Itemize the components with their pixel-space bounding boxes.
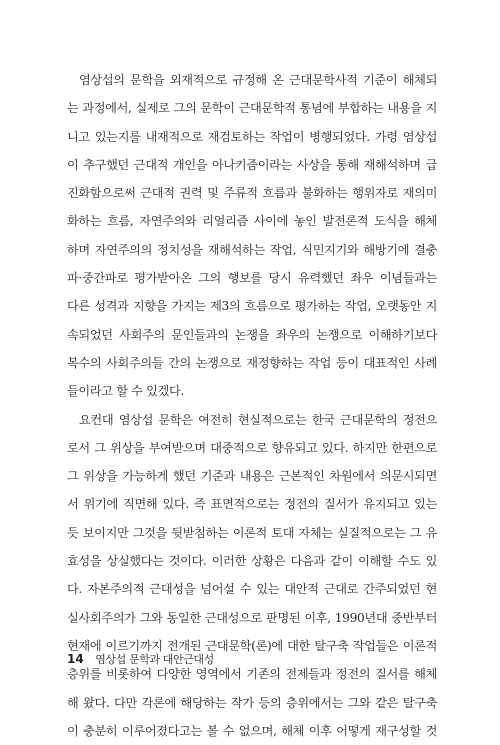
- text-line: 는 과정에서, 실제로 그의 문학이 근대문학적 통념에 부합하는 내용을 지: [67, 101, 437, 116]
- text-line: 하며 자연주의의 정치성을 재해석하는 작업, 식민지기와 해방기에 결충: [67, 242, 437, 257]
- text-line: 속되었던 사회주의 문인들과의 논쟁을 좌우의 논쟁으로 이해하기보다: [67, 327, 437, 342]
- text-line: 화하는 흐름, 자연주의와 리얼리즘 사이에 놓인 발전론적 도식을 해체: [67, 214, 437, 229]
- text-line: 들이라고 할 수 있겠다.: [67, 384, 184, 399]
- page-body: [67, 66, 437, 745]
- text-line: 서 위기에 직면해 있다. 즉 표면적으로는 정전의 질서가 유지되고 있는: [67, 497, 437, 512]
- text-line: 진화함으로써 근대적 권력 및 주류적 흐름과 불화하는 행위자로 재의미: [67, 186, 437, 201]
- text-line: 실사회주의가 그와 동일한 근대성으로 판명된 이후, 1990년대 중반부터: [67, 610, 437, 625]
- text-line: 다른 성격과 지향을 가지는 제3의 흐름으로 평가하는 작업, 오랫동안 지: [67, 299, 437, 314]
- paragraph: [67, 66, 437, 406]
- text-line: 이 충분히 이루어졌다고는 볼 수 없으며, 해체 이후 어떻게 재구성할 것: [67, 723, 437, 738]
- text-line: 염상섭의 문학을 외재적으로 규정해 온 근대문학사적 기준이 해체되: [79, 73, 437, 87]
- page-footer: [67, 651, 214, 667]
- text-line: 해 왔다. 다만 각론에 해당하는 작가 등의 층위에서는 그와 같은 탈구축: [67, 695, 437, 710]
- text-line: 이 추구했던 근대적 개인을 아나키즘이라는 사상을 통해 재해석하며 급: [67, 157, 437, 172]
- text-line: 듯 보이지만 그것을 뒷받침하는 이론적 토대 자체는 실질적으로는 그 유: [67, 525, 437, 540]
- text-line: 그 위상을 가능하게 했던 기준과 내용은 근본적인 차원에서 의문시되면: [67, 469, 437, 484]
- running-title: 염상섭 문학과 대안근대성: [95, 653, 214, 666]
- page-number: 14: [67, 652, 84, 666]
- paragraph: [67, 406, 437, 745]
- text-line: 니고 있는지를 내재적으로 재검토하는 작업이 병행되었다. 가령 염상섭: [67, 129, 437, 144]
- text-line: 요컨대 염상섭 문학은 여전히 현실적으로는 한국 근대문학의 정전으: [79, 412, 437, 427]
- text-line: 효성을 상실했다는 것이다. 이러한 상황은 다음과 같이 이해할 수도 있: [67, 554, 437, 569]
- text-line: 층위를 비롯하여 다양한 영역에서 기존의 전제들과 정전의 질서를 해체: [67, 667, 437, 682]
- text-line: 다. 자본주의적 근대성을 넘어설 수 있는 대안적 근대로 간주되었던 현: [67, 582, 437, 597]
- text-line: 파·중간파로 평가받아온 그의 행보를 당시 유력했던 좌우 이념들과는: [67, 271, 437, 286]
- text-line: 현재에 이르기까지 전개된 근대문학(론)에 대한 탈구축 작업들은 이론적: [67, 638, 437, 653]
- text-line: 로서 그 위상을 부여받으며 대중적으로 향유되고 있다. 하지만 한편으로: [67, 440, 437, 455]
- text-line: 복수의 사회주의들 간의 논쟁으로 재정향하는 작업 등이 대표적인 사례: [67, 355, 437, 370]
